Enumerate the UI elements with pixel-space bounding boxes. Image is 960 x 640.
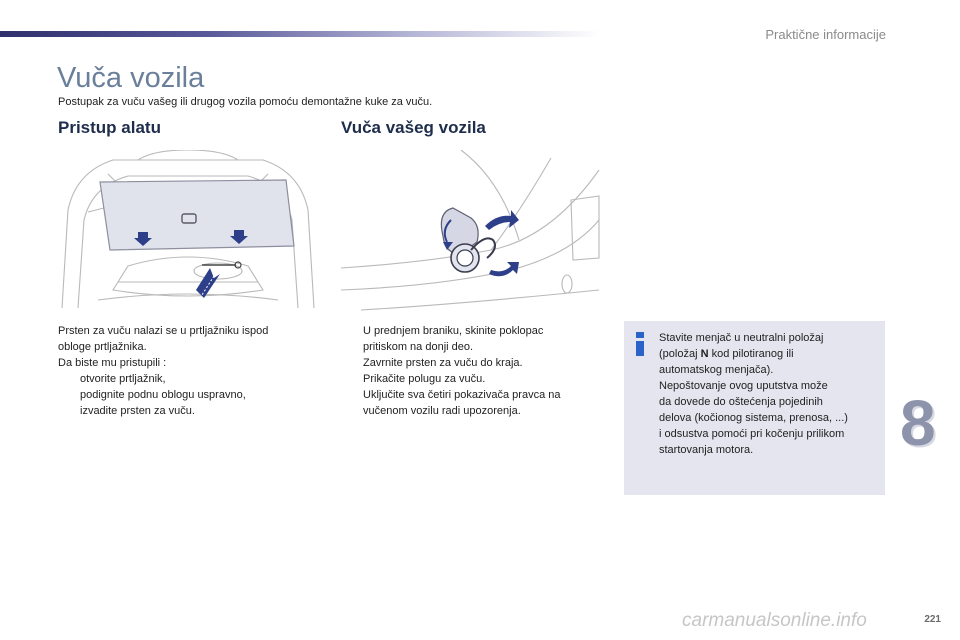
- heading-tool-access: Pristup alatu: [58, 118, 161, 137]
- page-number: 221: [924, 614, 941, 625]
- list-item: Zavrnite prsten za vuču do kraja.: [363, 357, 523, 369]
- list-item: U prednjem braniku, skinite poklopac pritiskom na donji deo.: [363, 325, 544, 353]
- intro-line: Da biste mu pristupili :: [58, 357, 167, 369]
- intro-line: obloge prtljažnika.: [58, 341, 147, 353]
- towing-ring-icon: [441, 208, 495, 272]
- bumper-illustration: [341, 150, 601, 312]
- towing-steps: [341, 323, 605, 419]
- watermark: carmanualsonline.info: [682, 610, 867, 631]
- header-gradient-bar: [0, 31, 600, 37]
- section-header: Praktične informacije: [765, 27, 886, 42]
- chapter-number: 8: [900, 387, 936, 459]
- info-text: Stavite menjač u neutralni položaj (položaj N kod pilotiranog ili automatskog menjača). Nepoštovanje ovog uputstva može da dovede do oštećenja pojedinih delova (kočionog sistema, prenosa, ...) i odsustva pomoći pri kočenju prilikom startovanja motora.: [659, 332, 848, 456]
- right-column-text: [341, 323, 605, 419]
- info-box: [624, 321, 885, 495]
- heading-towing: Vuča vašeg vozila: [341, 118, 486, 137]
- page-title: Vuča vozila: [57, 62, 205, 94]
- list-item: podignite podnu oblogu uspravno,: [80, 389, 246, 401]
- list-item: Prikačite polugu za vuču.: [363, 373, 486, 385]
- up-arrow-icon: [196, 268, 220, 298]
- list-item: Uključite sva četiri pokazivača pravca na vučenom vozilu radi upozorenja.: [363, 389, 561, 417]
- info-icon: [634, 332, 646, 356]
- neutral-position-label: N: [700, 348, 709, 360]
- trunk-illustration: [58, 150, 318, 312]
- list-item: otvorite prtljažnik,: [80, 373, 166, 385]
- page-subtitle: Postupak za vuču vašeg ili drugog vozila pomoću demontažne kuke za vuču.: [58, 96, 433, 108]
- tool-access-steps: [58, 371, 320, 419]
- left-column-text: [58, 323, 320, 419]
- intro-line: Prsten za vuču nalazi se u prtljažniku ispod: [58, 325, 269, 337]
- list-item: izvadite prsten za vuču.: [80, 405, 195, 417]
